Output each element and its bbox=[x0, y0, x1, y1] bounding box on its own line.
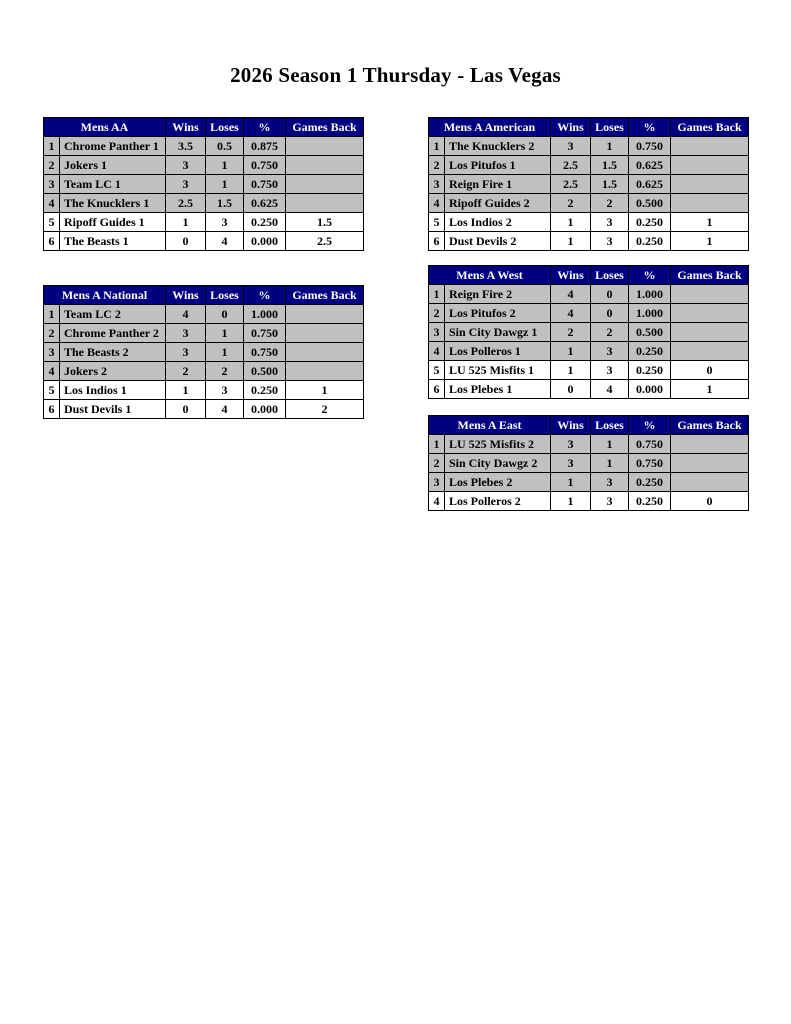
pct-cell: 0.500 bbox=[244, 362, 286, 381]
loses-cell: 1.5 bbox=[591, 156, 629, 175]
column-header-games-back: Games Back bbox=[671, 118, 749, 137]
team-row bbox=[429, 454, 749, 473]
loses-cell: 1 bbox=[206, 324, 244, 343]
loses-cell: 1 bbox=[206, 343, 244, 362]
wins-cell: 1 bbox=[166, 381, 206, 400]
wins-cell: 3 bbox=[551, 454, 591, 473]
rank-cell: 3 bbox=[429, 175, 445, 194]
team-name-cell: Los Plebes 2 bbox=[445, 473, 551, 492]
wins-cell: 2.5 bbox=[551, 156, 591, 175]
wins-cell: 1 bbox=[551, 232, 591, 251]
pct-cell: 0.625 bbox=[629, 175, 671, 194]
pct-cell: 0.250 bbox=[629, 473, 671, 492]
team-row bbox=[429, 361, 749, 380]
wins-cell: 3 bbox=[551, 435, 591, 454]
rank-cell: 6 bbox=[44, 232, 60, 251]
games-back-cell: 1 bbox=[671, 232, 749, 251]
loses-cell: 3 bbox=[591, 342, 629, 361]
loses-cell: 3 bbox=[591, 213, 629, 232]
games-back-cell bbox=[671, 435, 749, 454]
rank-cell: 1 bbox=[429, 285, 445, 304]
pct-cell: 0.000 bbox=[244, 400, 286, 419]
column-header-pct: % bbox=[629, 118, 671, 137]
loses-cell: 4 bbox=[591, 380, 629, 399]
games-back-cell bbox=[671, 342, 749, 361]
pct-cell: 0.625 bbox=[244, 194, 286, 213]
division-title: Mens AA bbox=[44, 118, 166, 137]
standings-table bbox=[43, 285, 364, 419]
team-row bbox=[429, 380, 749, 399]
standings-table bbox=[428, 117, 749, 251]
games-back-cell bbox=[671, 285, 749, 304]
wins-cell: 3 bbox=[551, 137, 591, 156]
loses-cell: 0 bbox=[591, 285, 629, 304]
rank-cell: 6 bbox=[429, 232, 445, 251]
games-back-cell bbox=[671, 194, 749, 213]
wins-cell: 3.5 bbox=[166, 137, 206, 156]
pct-cell: 0.500 bbox=[629, 323, 671, 342]
pct-cell: 0.750 bbox=[244, 324, 286, 343]
team-name-cell: Sin City Dawgz 2 bbox=[445, 454, 551, 473]
team-row bbox=[44, 305, 364, 324]
games-back-cell: 1 bbox=[671, 213, 749, 232]
team-name-cell: Reign Fire 2 bbox=[445, 285, 551, 304]
team-row bbox=[44, 137, 364, 156]
pct-cell: 1.000 bbox=[244, 305, 286, 324]
column-header-wins: Wins bbox=[166, 118, 206, 137]
pct-cell: 0.750 bbox=[244, 156, 286, 175]
games-back-cell bbox=[671, 473, 749, 492]
pct-cell: 1.000 bbox=[629, 304, 671, 323]
team-row bbox=[429, 232, 749, 251]
pct-cell: 0.000 bbox=[244, 232, 286, 251]
team-name-cell: LU 525 Misfits 2 bbox=[445, 435, 551, 454]
wins-cell: 1 bbox=[551, 473, 591, 492]
rank-cell: 5 bbox=[429, 213, 445, 232]
loses-cell: 2 bbox=[206, 362, 244, 381]
games-back-cell bbox=[671, 304, 749, 323]
rank-cell: 4 bbox=[429, 492, 445, 511]
rank-cell: 3 bbox=[44, 175, 60, 194]
wins-cell: 3 bbox=[166, 175, 206, 194]
column-header-games-back: Games Back bbox=[286, 286, 364, 305]
wins-cell: 0 bbox=[166, 400, 206, 419]
team-row bbox=[429, 304, 749, 323]
loses-cell: 1 bbox=[591, 454, 629, 473]
games-back-cell bbox=[286, 156, 364, 175]
games-back-cell bbox=[286, 305, 364, 324]
pct-cell: 0.750 bbox=[629, 454, 671, 473]
rank-cell: 2 bbox=[429, 304, 445, 323]
column-header-pct: % bbox=[629, 416, 671, 435]
team-row bbox=[429, 435, 749, 454]
team-name-cell: Los Plebes 1 bbox=[445, 380, 551, 399]
loses-cell: 4 bbox=[206, 232, 244, 251]
loses-cell: 3 bbox=[591, 232, 629, 251]
team-name-cell: Sin City Dawgz 1 bbox=[445, 323, 551, 342]
team-row bbox=[429, 213, 749, 232]
pct-cell: 0.750 bbox=[629, 435, 671, 454]
division-title: Mens A National bbox=[44, 286, 166, 305]
team-row bbox=[429, 342, 749, 361]
header-row bbox=[429, 416, 749, 435]
team-name-cell: The Beasts 2 bbox=[60, 343, 166, 362]
standings-table-mens-a-national bbox=[43, 285, 364, 419]
loses-cell: 3 bbox=[206, 381, 244, 400]
wins-cell: 1 bbox=[166, 213, 206, 232]
rank-cell: 1 bbox=[44, 137, 60, 156]
page-title: 2026 Season 1 Thursday - Las Vegas bbox=[230, 63, 561, 87]
games-back-cell bbox=[671, 137, 749, 156]
standings-table bbox=[428, 415, 749, 511]
column-header-wins: Wins bbox=[551, 416, 591, 435]
rank-cell: 2 bbox=[429, 156, 445, 175]
pct-cell: 0.750 bbox=[629, 137, 671, 156]
pct-cell: 0.250 bbox=[629, 342, 671, 361]
wins-cell: 4 bbox=[166, 305, 206, 324]
pct-cell: 0.250 bbox=[629, 492, 671, 511]
standings-table-mens-aa bbox=[43, 117, 364, 251]
team-name-cell: Los Indios 1 bbox=[60, 381, 166, 400]
team-name-cell: Reign Fire 1 bbox=[445, 175, 551, 194]
standings-table bbox=[428, 265, 749, 399]
team-row bbox=[44, 194, 364, 213]
column-header-wins: Wins bbox=[551, 118, 591, 137]
wins-cell: 2 bbox=[166, 362, 206, 381]
wins-cell: 2 bbox=[551, 323, 591, 342]
games-back-cell bbox=[286, 362, 364, 381]
team-row bbox=[44, 156, 364, 175]
rank-cell: 4 bbox=[44, 362, 60, 381]
rank-cell: 1 bbox=[44, 305, 60, 324]
wins-cell: 2.5 bbox=[551, 175, 591, 194]
team-name-cell: Jokers 1 bbox=[60, 156, 166, 175]
games-back-cell bbox=[671, 323, 749, 342]
pct-cell: 0.750 bbox=[244, 343, 286, 362]
team-name-cell: Ripoff Guides 1 bbox=[60, 213, 166, 232]
rank-cell: 5 bbox=[44, 381, 60, 400]
rank-cell: 1 bbox=[429, 435, 445, 454]
column-header-games-back: Games Back bbox=[286, 118, 364, 137]
header-row bbox=[44, 118, 364, 137]
rank-cell: 3 bbox=[429, 323, 445, 342]
rank-cell: 3 bbox=[44, 343, 60, 362]
standings-table-mens-a-american bbox=[428, 117, 749, 251]
column-header-loses: Loses bbox=[206, 286, 244, 305]
team-name-cell: Chrome Panther 2 bbox=[60, 324, 166, 343]
column-header-wins: Wins bbox=[166, 286, 206, 305]
header-row bbox=[429, 118, 749, 137]
team-name-cell: Los Pitufos 2 bbox=[445, 304, 551, 323]
games-back-cell: 1 bbox=[286, 381, 364, 400]
team-row bbox=[44, 362, 364, 381]
games-back-cell: 1 bbox=[671, 380, 749, 399]
rank-cell: 1 bbox=[429, 137, 445, 156]
team-name-cell: Los Pitufos 1 bbox=[445, 156, 551, 175]
rank-cell: 2 bbox=[44, 156, 60, 175]
loses-cell: 1 bbox=[206, 156, 244, 175]
rank-cell: 3 bbox=[429, 473, 445, 492]
wins-cell: 3 bbox=[166, 343, 206, 362]
pct-cell: 0.625 bbox=[629, 156, 671, 175]
team-name-cell: The Knucklers 2 bbox=[445, 137, 551, 156]
team-name-cell: Dust Devils 1 bbox=[60, 400, 166, 419]
division-title: Mens A East bbox=[429, 416, 551, 435]
games-back-cell: 1.5 bbox=[286, 213, 364, 232]
team-row bbox=[429, 323, 749, 342]
loses-cell: 2 bbox=[591, 194, 629, 213]
wins-cell: 0 bbox=[551, 380, 591, 399]
games-back-cell bbox=[286, 137, 364, 156]
rank-cell: 6 bbox=[429, 380, 445, 399]
games-back-cell bbox=[286, 194, 364, 213]
wins-cell: 4 bbox=[551, 304, 591, 323]
team-name-cell: Ripoff Guides 2 bbox=[445, 194, 551, 213]
loses-cell: 1.5 bbox=[591, 175, 629, 194]
rank-cell: 2 bbox=[429, 454, 445, 473]
loses-cell: 1 bbox=[206, 175, 244, 194]
loses-cell: 3 bbox=[591, 473, 629, 492]
loses-cell: 3 bbox=[591, 492, 629, 511]
team-name-cell: LU 525 Misfits 1 bbox=[445, 361, 551, 380]
pct-cell: 0.750 bbox=[244, 175, 286, 194]
team-row bbox=[429, 473, 749, 492]
pct-cell: 0.250 bbox=[244, 381, 286, 400]
team-row bbox=[44, 232, 364, 251]
games-back-cell: 0 bbox=[671, 361, 749, 380]
team-row bbox=[429, 137, 749, 156]
team-row bbox=[429, 194, 749, 213]
team-row bbox=[44, 324, 364, 343]
games-back-cell bbox=[671, 454, 749, 473]
team-row bbox=[429, 175, 749, 194]
team-name-cell: The Beasts 1 bbox=[60, 232, 166, 251]
standings-table-mens-a-east bbox=[428, 415, 749, 511]
team-name-cell: Los Polleros 2 bbox=[445, 492, 551, 511]
games-back-cell bbox=[286, 324, 364, 343]
rank-cell: 4 bbox=[429, 194, 445, 213]
column-header-pct: % bbox=[629, 266, 671, 285]
wins-cell: 1 bbox=[551, 492, 591, 511]
team-name-cell: Los Polleros 1 bbox=[445, 342, 551, 361]
loses-cell: 0 bbox=[591, 304, 629, 323]
column-header-loses: Loses bbox=[206, 118, 244, 137]
header-row bbox=[429, 266, 749, 285]
wins-cell: 3 bbox=[166, 324, 206, 343]
team-row bbox=[44, 343, 364, 362]
pct-cell: 0.250 bbox=[629, 213, 671, 232]
team-name-cell: Los Indios 2 bbox=[445, 213, 551, 232]
column-header-pct: % bbox=[244, 118, 286, 137]
loses-cell: 3 bbox=[206, 213, 244, 232]
division-title: Mens A American bbox=[429, 118, 551, 137]
games-back-cell: 2.5 bbox=[286, 232, 364, 251]
pct-cell: 1.000 bbox=[629, 285, 671, 304]
games-back-cell bbox=[671, 156, 749, 175]
wins-cell: 3 bbox=[166, 156, 206, 175]
rank-cell: 6 bbox=[44, 400, 60, 419]
wins-cell: 1 bbox=[551, 342, 591, 361]
column-header-loses: Loses bbox=[591, 416, 629, 435]
pct-cell: 0.250 bbox=[629, 361, 671, 380]
team-row bbox=[429, 492, 749, 511]
team-row bbox=[429, 156, 749, 175]
pct-cell: 0.250 bbox=[244, 213, 286, 232]
wins-cell: 2.5 bbox=[166, 194, 206, 213]
team-name-cell: Dust Devils 2 bbox=[445, 232, 551, 251]
loses-cell: 0 bbox=[206, 305, 244, 324]
header-row bbox=[44, 286, 364, 305]
games-back-cell: 0 bbox=[671, 492, 749, 511]
wins-cell: 2 bbox=[551, 194, 591, 213]
pct-cell: 0.250 bbox=[629, 232, 671, 251]
games-back-cell bbox=[286, 343, 364, 362]
team-name-cell: Team LC 1 bbox=[60, 175, 166, 194]
pct-cell: 0.500 bbox=[629, 194, 671, 213]
loses-cell: 1 bbox=[591, 435, 629, 454]
loses-cell: 3 bbox=[591, 361, 629, 380]
column-header-pct: % bbox=[244, 286, 286, 305]
rank-cell: 4 bbox=[429, 342, 445, 361]
wins-cell: 0 bbox=[166, 232, 206, 251]
loses-cell: 0.5 bbox=[206, 137, 244, 156]
loses-cell: 1.5 bbox=[206, 194, 244, 213]
rank-cell: 5 bbox=[429, 361, 445, 380]
team-row bbox=[44, 175, 364, 194]
games-back-cell: 2 bbox=[286, 400, 364, 419]
pct-cell: 0.000 bbox=[629, 380, 671, 399]
games-back-cell bbox=[286, 175, 364, 194]
wins-cell: 1 bbox=[551, 361, 591, 380]
team-row bbox=[44, 213, 364, 232]
games-back-cell bbox=[671, 175, 749, 194]
rank-cell: 5 bbox=[44, 213, 60, 232]
loses-cell: 4 bbox=[206, 400, 244, 419]
division-title: Mens A West bbox=[429, 266, 551, 285]
loses-cell: 1 bbox=[591, 137, 629, 156]
rank-cell: 4 bbox=[44, 194, 60, 213]
standings-table-mens-a-west bbox=[428, 265, 749, 399]
standings-table bbox=[43, 117, 364, 251]
team-row bbox=[429, 285, 749, 304]
team-name-cell: The Knucklers 1 bbox=[60, 194, 166, 213]
wins-cell: 1 bbox=[551, 213, 591, 232]
column-header-loses: Loses bbox=[591, 118, 629, 137]
column-header-games-back: Games Back bbox=[671, 416, 749, 435]
column-header-games-back: Games Back bbox=[671, 266, 749, 285]
wins-cell: 4 bbox=[551, 285, 591, 304]
pct-cell: 0.875 bbox=[244, 137, 286, 156]
team-row bbox=[44, 381, 364, 400]
team-row bbox=[44, 400, 364, 419]
team-name-cell: Chrome Panther 1 bbox=[60, 137, 166, 156]
column-header-loses: Loses bbox=[591, 266, 629, 285]
loses-cell: 2 bbox=[591, 323, 629, 342]
column-header-wins: Wins bbox=[551, 266, 591, 285]
rank-cell: 2 bbox=[44, 324, 60, 343]
team-name-cell: Jokers 2 bbox=[60, 362, 166, 381]
team-name-cell: Team LC 2 bbox=[60, 305, 166, 324]
